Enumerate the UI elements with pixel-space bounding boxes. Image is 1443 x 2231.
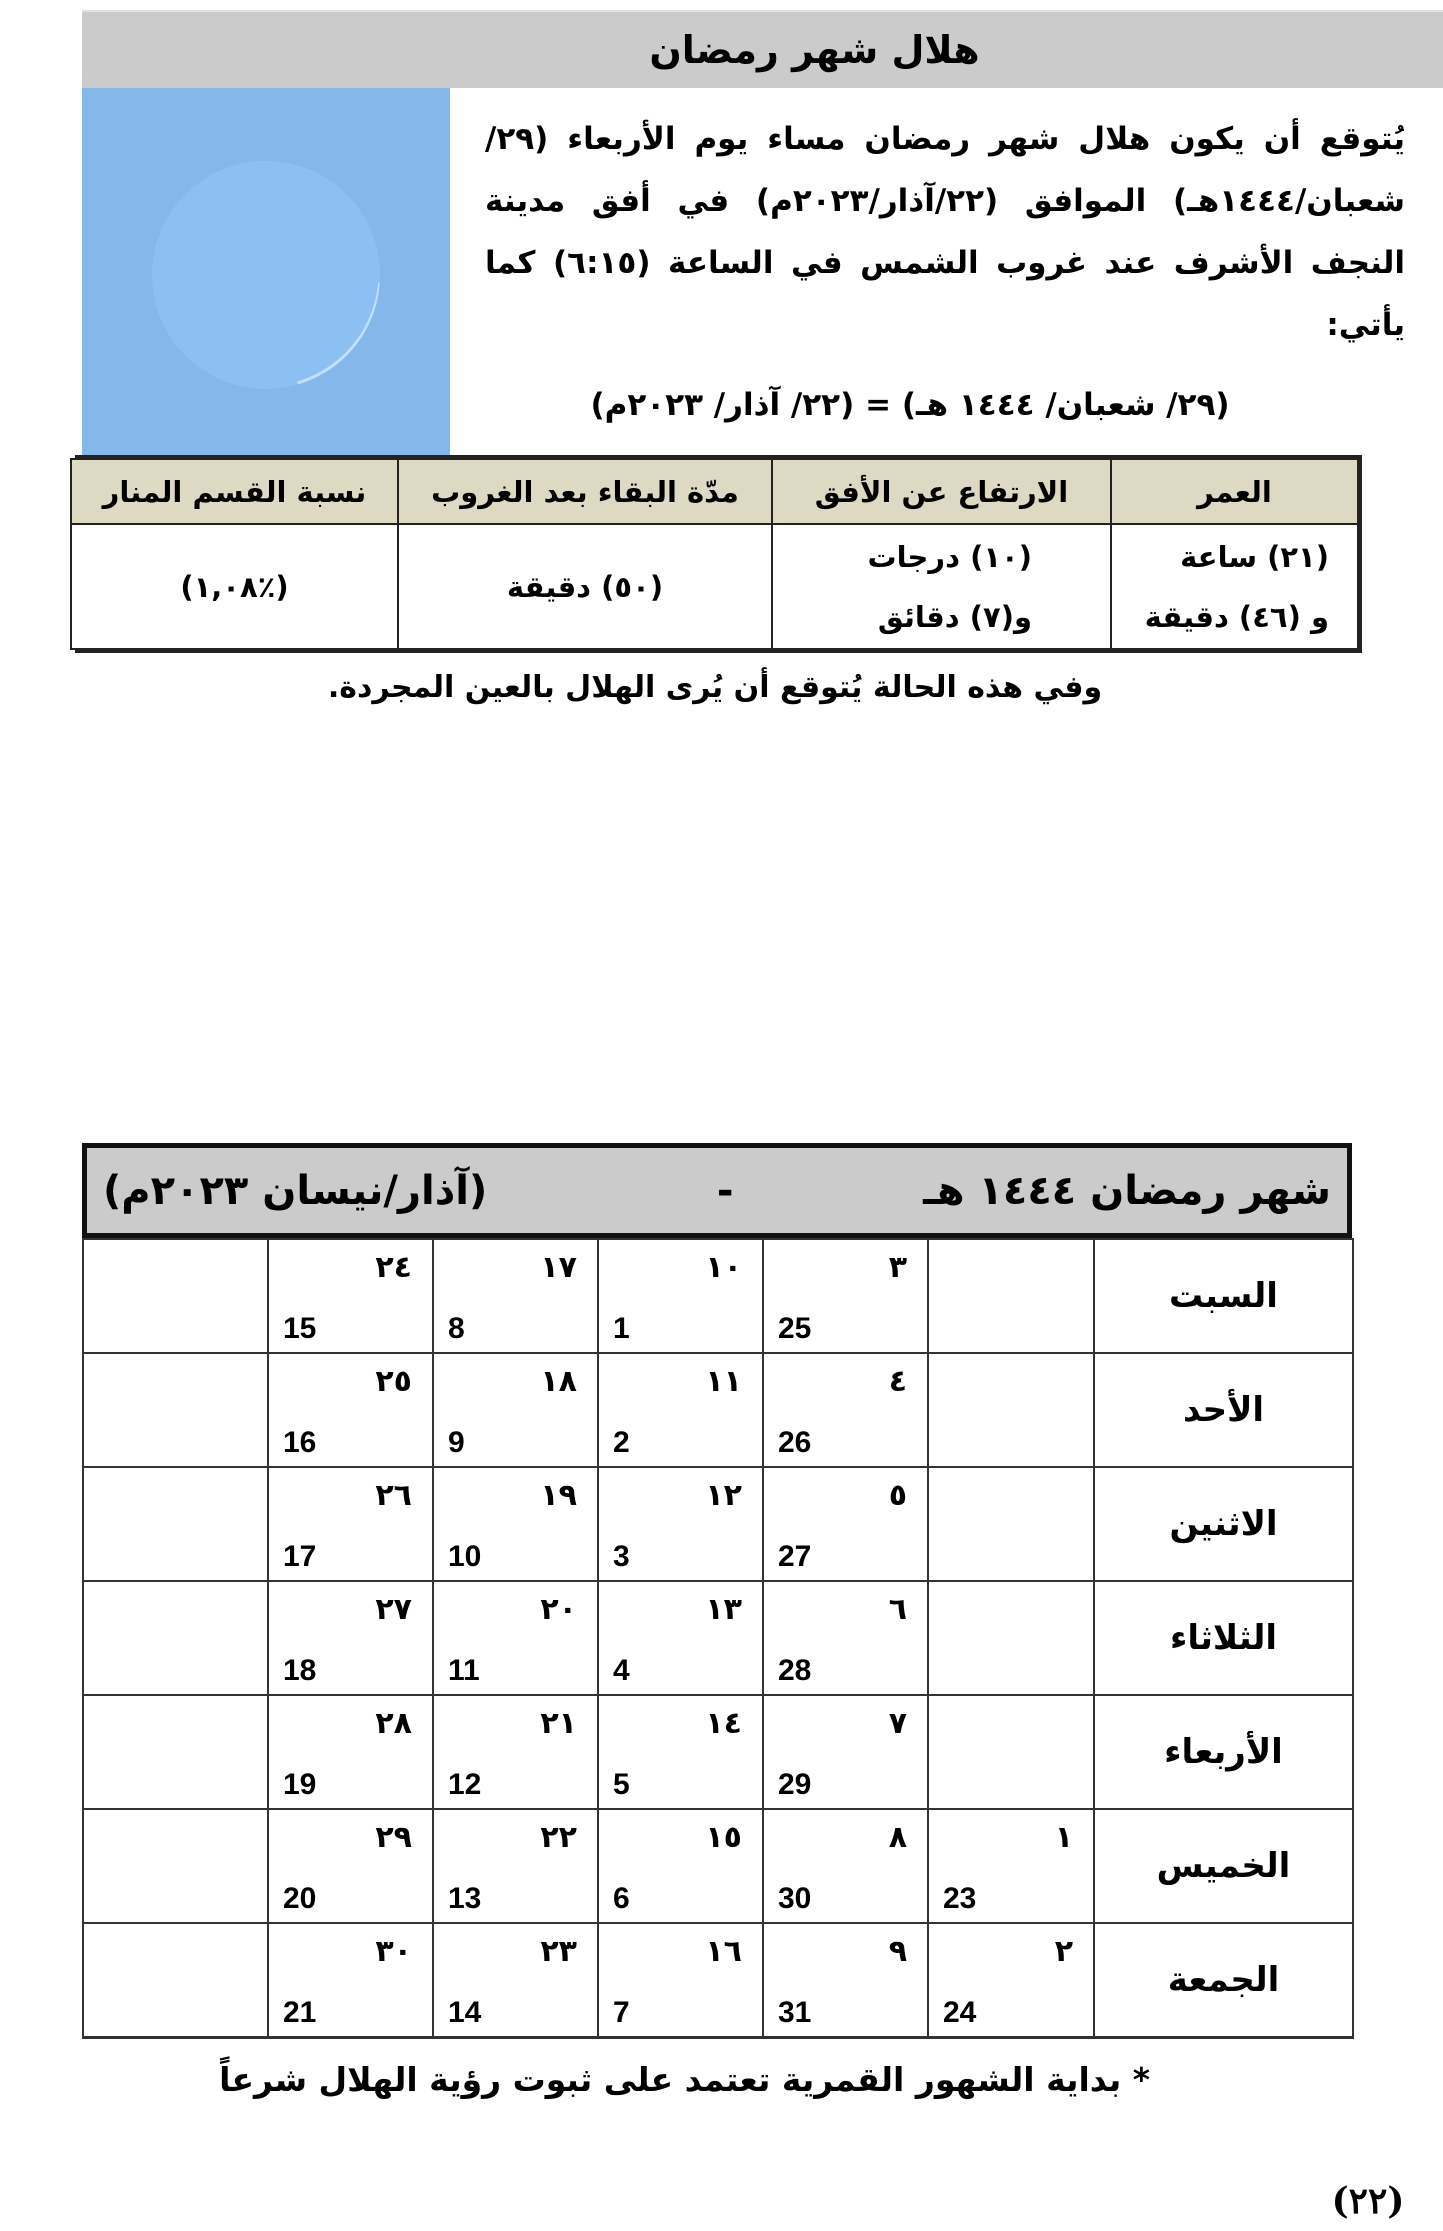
gregorian-day-number: 8	[448, 1312, 465, 1345]
header-illumination: نسبة القسم المنار	[71, 459, 398, 524]
date-equation: (٢٩/ شعبان/ ١٤٤٤ هـ) = (٢٢/ آذار/ ٢٠٢٣م)	[590, 387, 1230, 423]
gregorian-day-number: 2	[613, 1426, 630, 1459]
hijri-day-number: ٢٠	[540, 1592, 577, 1627]
gregorian-day-number: 9	[448, 1426, 465, 1459]
altitude-degrees: (١٠) درجات	[867, 539, 1032, 574]
calendar-header	[82, 1143, 1352, 1238]
hijri-day-number: ١٨	[540, 1364, 577, 1399]
weekday-label: الثلاثاء	[1094, 1581, 1353, 1695]
gregorian-day-number: 16	[283, 1426, 317, 1459]
altitude-minutes: و(٧) دقائق	[877, 599, 1032, 634]
hijri-day-number: ٢٨	[375, 1706, 412, 1741]
gregorian-day-number: 4	[613, 1654, 630, 1687]
gregorian-day-number: 12	[448, 1768, 482, 1801]
page-number: (٢٢)	[1331, 2180, 1405, 2222]
calendar-row	[83, 1695, 1353, 1809]
calendar-day-cell	[928, 1467, 1094, 1581]
gregorian-day-number: 7	[613, 1995, 630, 2029]
calendar-day-cell	[268, 1353, 433, 1467]
weekday-label: الجمعة	[1094, 1923, 1353, 2037]
gregorian-day-number: 14	[448, 1995, 482, 2029]
hijri-day-number: ٢٦	[375, 1478, 412, 1513]
calendar-day-cell	[928, 1581, 1094, 1695]
hijri-day-number: ٢٢	[540, 1820, 577, 1855]
hijri-day-number: ٢١	[540, 1706, 577, 1741]
header-age: العمر	[1111, 459, 1358, 524]
page-title-band	[82, 10, 1443, 88]
calendar-day-cell	[598, 1923, 763, 2037]
calendar-day-cell	[598, 1467, 763, 1581]
gregorian-day-number: 18	[283, 1654, 317, 1687]
gregorian-day-number: 5	[613, 1768, 630, 1801]
calendar-day-cell	[433, 1695, 598, 1809]
hijri-day-number: ١٧	[540, 1250, 577, 1285]
hijri-day-number: ١١	[705, 1364, 742, 1399]
hijri-day-number: ٨	[888, 1820, 907, 1855]
hijri-day-number: ١٢	[705, 1478, 742, 1513]
calendar-day-cell	[83, 1923, 268, 2037]
calendar-day-cell	[268, 1239, 433, 1353]
hijri-day-number: ٢٧	[375, 1592, 412, 1627]
hijri-day-number: ٢٩	[375, 1820, 412, 1855]
crescent-moon-image	[82, 88, 450, 455]
calendar-day-cell	[598, 1809, 763, 1923]
calendar-day-cell	[598, 1353, 763, 1467]
hijri-day-number: ٢٣	[540, 1934, 577, 1969]
header-altitude: الارتفاع عن الأفق	[772, 459, 1111, 524]
calendar-day-cell	[268, 1581, 433, 1695]
cell-duration: (٥٠) دقيقة	[398, 524, 772, 649]
cell-altitude	[772, 524, 1111, 649]
calendar-row	[83, 1581, 1353, 1695]
calendar-day-cell	[83, 1239, 268, 1353]
footer-note: * بداية الشهور القمرية تعتمد على ثبوت رؤية الهلال شرعاً	[219, 2060, 1150, 2099]
calendar-day-cell	[598, 1239, 763, 1353]
calendar-day-cell	[928, 1923, 1094, 2037]
weekday-label: السبت	[1094, 1239, 1353, 1353]
gregorian-day-number: 15	[283, 1312, 317, 1345]
gregorian-day-number: 31	[778, 1995, 812, 2029]
crescent-info-table	[75, 455, 1362, 653]
gregorian-day-number: 13	[448, 1882, 482, 1915]
weekday-label: الأربعاء	[1094, 1695, 1353, 1809]
age-hours: (٢١) ساعة	[1180, 539, 1329, 574]
calendar-day-cell	[433, 1809, 598, 1923]
calendar-day-cell	[268, 1467, 433, 1581]
cell-age	[1111, 524, 1358, 649]
calendar-row	[83, 1923, 1353, 2037]
calendar-day-cell	[928, 1809, 1094, 1923]
gregorian-day-number: 25	[778, 1312, 812, 1345]
visibility-note: وفي هذه الحالة يُتوقع أن يُرى الهلال بالعين المجردة.	[327, 670, 1103, 705]
gregorian-day-number: 27	[778, 1540, 812, 1573]
hijri-day-number: ٢٤	[375, 1250, 412, 1285]
ramadan-calendar	[82, 1143, 1352, 2037]
calendar-day-cell	[83, 1809, 268, 1923]
calendar-row	[83, 1467, 1353, 1581]
calendar-grid	[82, 1238, 1354, 2039]
weekday-label: الأحد	[1094, 1353, 1353, 1467]
calendar-row	[83, 1353, 1353, 1467]
hijri-day-number: ٢	[1054, 1934, 1073, 1969]
calendar-hijri-month: شهر رمضان ١٤٤٤ هـ	[923, 1167, 1331, 1214]
gregorian-day-number: 1	[613, 1312, 630, 1345]
gregorian-day-number: 19	[283, 1768, 317, 1801]
gregorian-day-number: 6	[613, 1882, 630, 1915]
cell-illumination: (٪١,٠٨)	[71, 524, 398, 649]
calendar-separator: -	[716, 1167, 734, 1214]
hijri-day-number: ١٤	[705, 1706, 742, 1741]
calendar-day-cell	[433, 1923, 598, 2037]
hijri-day-number: ١٩	[540, 1478, 577, 1513]
hijri-day-number: ٧	[888, 1706, 907, 1741]
calendar-day-cell	[83, 1353, 268, 1467]
calendar-row	[83, 1239, 1353, 1353]
calendar-day-cell	[83, 1581, 268, 1695]
calendar-day-cell	[433, 1353, 598, 1467]
gregorian-day-number: 11	[448, 1654, 480, 1687]
calendar-row	[83, 1809, 1353, 1923]
hijri-day-number: ٦	[888, 1592, 907, 1627]
gregorian-day-number: 29	[778, 1768, 812, 1801]
hijri-day-number: ١٦	[705, 1934, 742, 1969]
calendar-day-cell	[268, 1923, 433, 2037]
calendar-day-cell	[433, 1239, 598, 1353]
gregorian-day-number: 28	[778, 1654, 812, 1687]
gregorian-day-number: 21	[283, 1995, 317, 2029]
gregorian-day-number: 30	[778, 1882, 812, 1915]
calendar-day-cell	[763, 1695, 928, 1809]
calendar-day-cell	[763, 1353, 928, 1467]
calendar-day-cell	[928, 1695, 1094, 1809]
calendar-day-cell	[598, 1695, 763, 1809]
calendar-day-cell	[268, 1695, 433, 1809]
calendar-day-cell	[763, 1923, 928, 2037]
table-header-row	[71, 459, 1358, 524]
weekday-label: الاثنين	[1094, 1467, 1353, 1581]
calendar-day-cell	[83, 1467, 268, 1581]
age-minutes: و (٤٦) دقيقة	[1144, 599, 1329, 634]
hijri-day-number: ٣	[888, 1250, 907, 1285]
table-row	[71, 524, 1358, 649]
hijri-day-number: ٣٠	[375, 1934, 412, 1969]
calendar-day-cell	[928, 1239, 1094, 1353]
gregorian-day-number: 23	[943, 1882, 977, 1915]
calendar-day-cell	[763, 1467, 928, 1581]
weekday-label: الخميس	[1094, 1809, 1353, 1923]
hijri-day-number: ٤	[888, 1364, 907, 1399]
calendar-day-cell	[433, 1581, 598, 1695]
gregorian-day-number: 20	[283, 1882, 317, 1915]
gregorian-day-number: 24	[943, 1995, 977, 2029]
calendar-gregorian-range: (آذار/نيسان ٢٠٢٣م)	[103, 1167, 488, 1214]
hijri-day-number: ١	[1054, 1820, 1073, 1855]
hijri-day-number: ٥	[888, 1478, 907, 1513]
hijri-day-number: ١٠	[705, 1250, 742, 1285]
calendar-day-cell	[763, 1239, 928, 1353]
calendar-day-cell	[763, 1581, 928, 1695]
calendar-day-cell	[763, 1809, 928, 1923]
hijri-day-number: ١٥	[705, 1820, 742, 1855]
hijri-day-number: ١٣	[705, 1592, 742, 1627]
gregorian-day-number: 3	[613, 1540, 630, 1573]
intro-paragraph: يُتوقع أن يكون هلال شهر رمضان مساء يوم الأربعاء (٢٩/ شعبان/١٤٤٤هـ) الموافق (٢٢/آذار/٢٠٢٣م) في أفق مدينة النجف الأشرف عند غروب الشمس في الساعة (٦:١٥) كما يأتي:	[485, 121, 1405, 343]
hijri-day-number: ٢٥	[375, 1364, 412, 1399]
calendar-day-cell	[598, 1581, 763, 1695]
calendar-day-cell	[268, 1809, 433, 1923]
gregorian-day-number: 17	[283, 1540, 317, 1573]
gregorian-day-number: 10	[448, 1540, 482, 1573]
gregorian-day-number: 26	[778, 1426, 812, 1459]
page-title: هلال شهر رمضان	[649, 28, 980, 72]
header-duration: مدّة البقاء بعد الغروب	[398, 459, 772, 524]
calendar-day-cell	[83, 1695, 268, 1809]
hijri-day-number: ٩	[888, 1934, 907, 1969]
calendar-day-cell	[433, 1467, 598, 1581]
calendar-day-cell	[928, 1353, 1094, 1467]
